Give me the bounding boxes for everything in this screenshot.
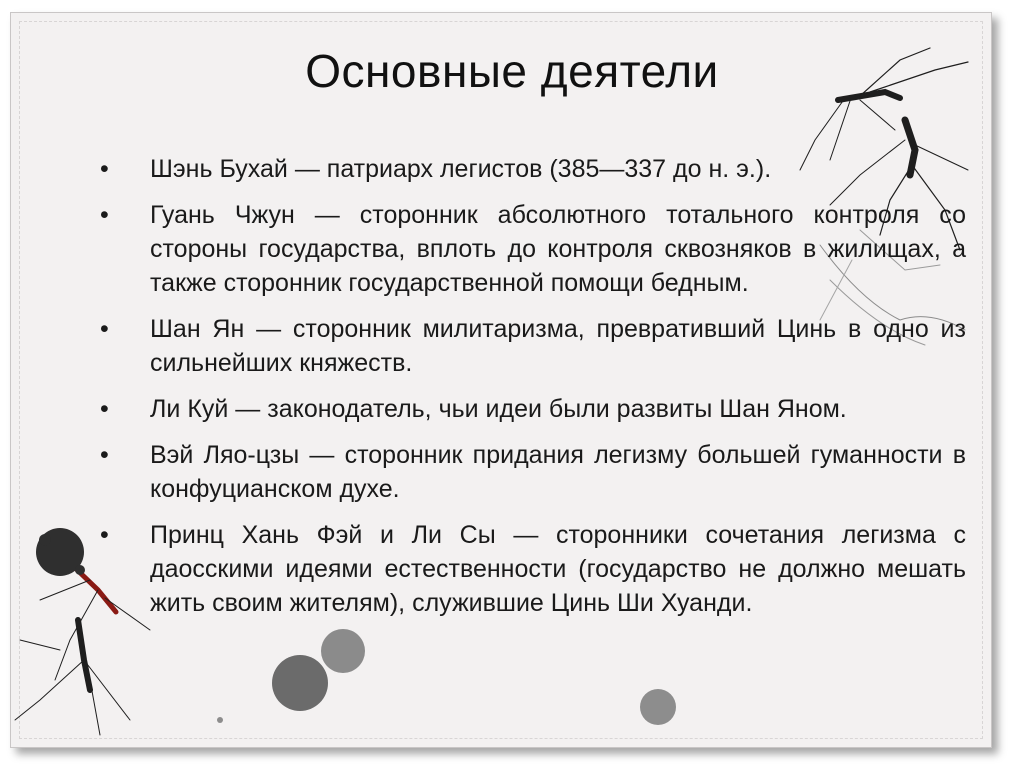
list-item: [100, 152, 966, 186]
list-item-text: Шан Ян — сторонник милитаризма, превративший Цинь в одно из сильнейших княжеств.: [150, 315, 966, 377]
list-item-text: Вэй Ляо-цзы — сторонник придания легизму большей гуманности в конфуцианском духе.: [150, 441, 966, 503]
list-item-text: Принц Хань Фэй и Ли Сы — сторонники сочетания легизма с даосскими идеями естественности (государство не должно мешать жить своим жителям), служившие Цинь Ши Хуанди.: [150, 521, 966, 617]
bullet-marker: •: [100, 395, 109, 423]
list-item: [100, 392, 966, 426]
bullet-marker: •: [100, 155, 109, 183]
list-item: [100, 312, 966, 380]
bullet-marker: •: [100, 441, 109, 469]
list-item: [100, 518, 966, 620]
bullet-marker: •: [100, 201, 109, 229]
list-item-text: Гуань Чжун — сторонник абсолютного тотального контроля со стороны государства, вплоть до контроля сквозняков в жилищах, а также сторонник государственной помощи бедным.: [150, 201, 966, 297]
list-item: [100, 198, 966, 300]
bullet-marker: •: [100, 521, 109, 549]
bullet-list: [100, 152, 966, 632]
list-item-text: Шэнь Бухай — патриарх легистов (385—337 до н. э.).: [150, 155, 772, 183]
bullet-marker: •: [100, 315, 109, 343]
page-title: Основные деятели: [305, 45, 719, 97]
list-item: [100, 438, 966, 506]
list-item-text: Ли Куй — законодатель, чьи идеи были развиты Шан Яном.: [150, 395, 847, 423]
